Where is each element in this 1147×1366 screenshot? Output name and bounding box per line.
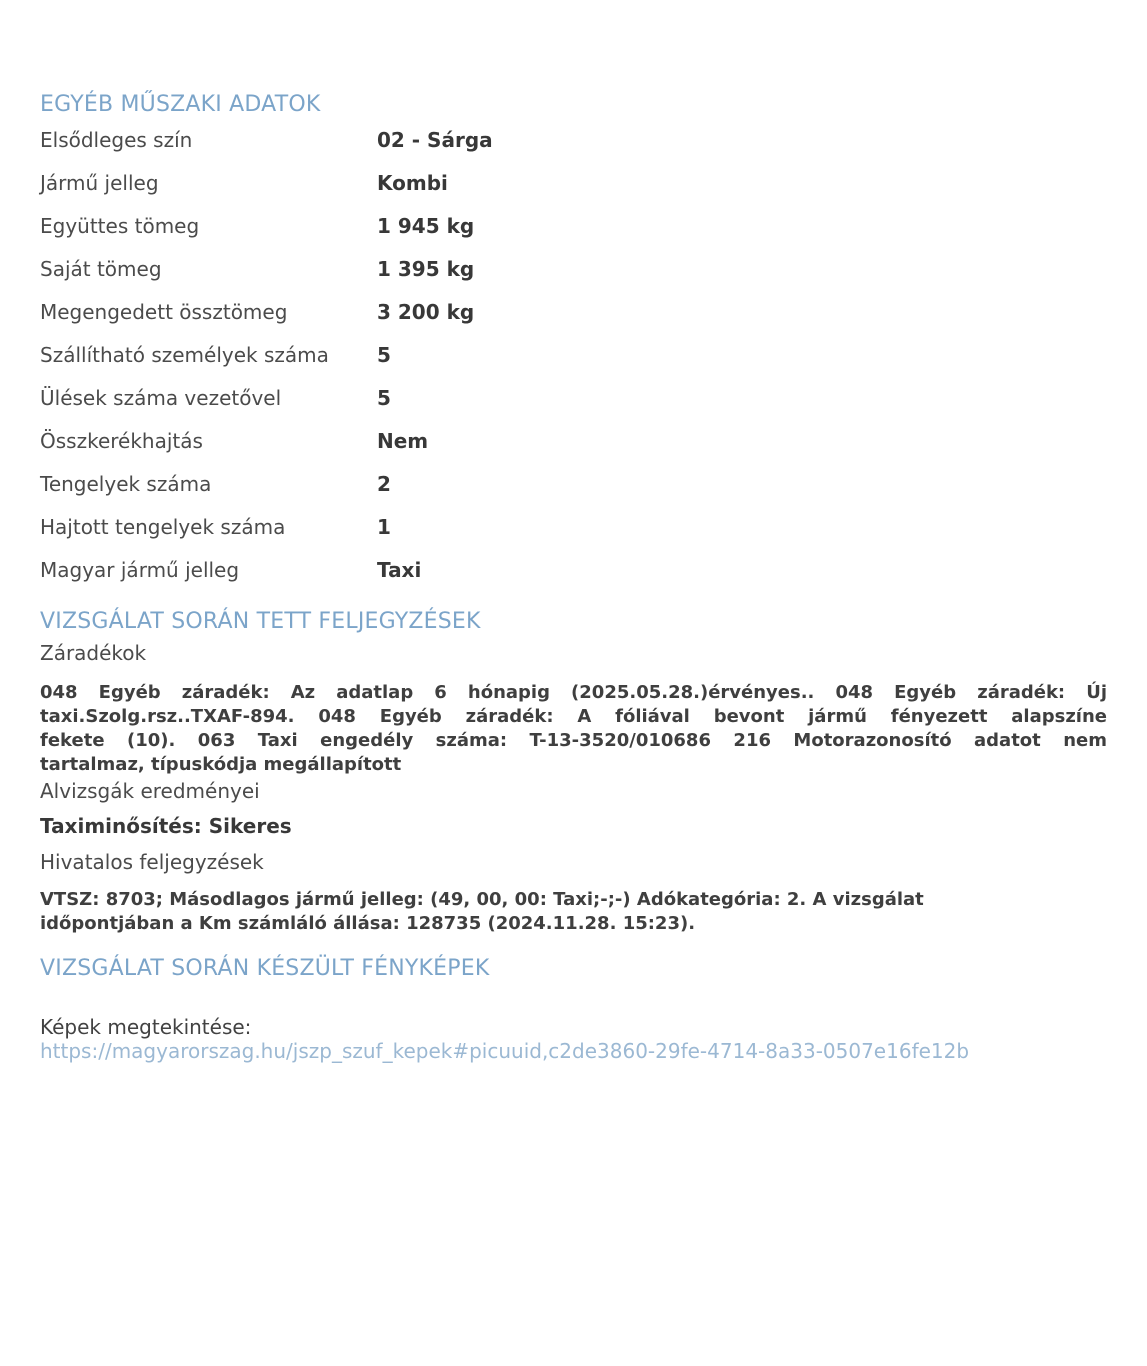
row-label: Együttes tömeg bbox=[40, 214, 200, 238]
taxi-rating-text: Taximinősítés: Sikeres bbox=[40, 814, 292, 838]
row-group-axles bbox=[40, 431, 1107, 581]
zaradekok-line: fekete (10). 063 Taxi engedély száma: T-13-3520/010686 216 Motorazonosító adatot nem bbox=[40, 730, 1107, 751]
alvizsgak-label: Alvizsgák eredményei bbox=[40, 779, 260, 803]
row-label: Jármű jelleg bbox=[40, 171, 159, 195]
row-label: Szállítható személyek száma bbox=[40, 343, 329, 367]
row-value: Taxi bbox=[377, 558, 422, 582]
row-value: 2 bbox=[377, 472, 391, 496]
zaradekok-line: tartalmaz, típuskódja megállapított bbox=[40, 754, 402, 775]
table-row bbox=[40, 259, 1107, 280]
row-label: Ülések száma vezetővel bbox=[40, 386, 282, 410]
table-row bbox=[40, 474, 1107, 495]
table-row bbox=[40, 302, 1107, 323]
section-technical-data bbox=[40, 92, 1107, 581]
view-photos-label: Képek megtekintése: bbox=[40, 1015, 252, 1039]
row-value: Nem bbox=[377, 429, 429, 453]
table-row bbox=[40, 130, 1107, 151]
section-inspection-notes bbox=[40, 609, 1107, 936]
section-inspection-photos bbox=[40, 956, 1107, 1063]
row-label: Saját tömeg bbox=[40, 257, 162, 281]
zaradekok-paragraph bbox=[40, 681, 1107, 777]
section-title-inspection-photos: VIZSGÁLAT SORÁN KÉSZÜLT FÉNYKÉPEK bbox=[40, 956, 490, 981]
table-row bbox=[40, 517, 1107, 538]
table-row bbox=[40, 431, 1107, 452]
technical-rows bbox=[40, 130, 1107, 581]
zaradekok-line: taxi.Szolg.rsz..TXAF-894. 048 Egyéb záradék: A fóliával bevont jármű fényezett alapszíne bbox=[40, 706, 1107, 727]
row-group-color bbox=[40, 130, 1107, 151]
official-notes-paragraph bbox=[40, 888, 1107, 936]
photos-link[interactable]: https://magyarorszag.hu/jszp_szuf_kepek#picuuid,c2de3860-29fe-4714-8a33-0507e16fe12b bbox=[40, 1039, 970, 1063]
table-row bbox=[40, 560, 1107, 581]
official-notes-line: időpontjában a Km számláló állása: 128735 (2024.11.28. 15:23). bbox=[40, 913, 696, 934]
row-group-seats bbox=[40, 345, 1107, 409]
row-label: Tengelyek száma bbox=[40, 472, 212, 496]
zaradekok-line: 048 Egyéb záradék: Az adatlap 6 hónapig (2025.05.28.)érvényes.. 048 Egyéb záradék: Új bbox=[40, 682, 1107, 703]
row-label: Magyar jármű jelleg bbox=[40, 558, 240, 582]
row-label: Összkerékhajtás bbox=[40, 429, 203, 453]
table-row bbox=[40, 216, 1107, 237]
row-value: 02 - Sárga bbox=[377, 128, 493, 152]
row-value: 5 bbox=[377, 343, 391, 367]
row-label: Hajtott tengelyek száma bbox=[40, 515, 286, 539]
row-value: 5 bbox=[377, 386, 391, 410]
table-row bbox=[40, 173, 1107, 194]
row-value: 1 395 kg bbox=[377, 257, 475, 281]
official-notes-line: VTSZ: 8703; Másodlagos jármű jelleg: (49, 00, 00: Taxi;-;-) Adókategória: 2. A vizsgálat bbox=[40, 889, 924, 910]
table-row bbox=[40, 345, 1107, 366]
table-row bbox=[40, 388, 1107, 409]
row-value: 1 945 kg bbox=[377, 214, 475, 238]
section-title-technical-data: EGYÉB MŰSZAKI ADATOK bbox=[40, 92, 321, 117]
row-value: 3 200 kg bbox=[377, 300, 475, 324]
row-label: Elsődleges szín bbox=[40, 128, 193, 152]
row-value: Kombi bbox=[377, 171, 448, 195]
zaradekok-label: Záradékok bbox=[40, 641, 147, 665]
section-title-inspection-notes: VIZSGÁLAT SORÁN TETT FELJEGYZÉSEK bbox=[40, 609, 481, 634]
official-notes-label: Hivatalos feljegyzések bbox=[40, 850, 264, 874]
row-group-weights bbox=[40, 173, 1107, 323]
row-value: 1 bbox=[377, 515, 391, 539]
row-label: Megengedett össztömeg bbox=[40, 300, 288, 324]
